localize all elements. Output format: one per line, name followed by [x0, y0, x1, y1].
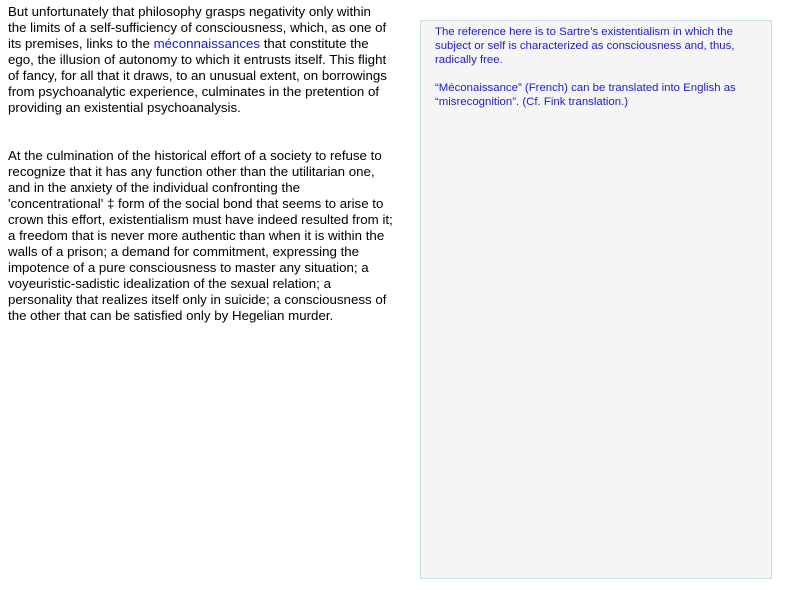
annotation-panel: [420, 20, 772, 579]
note-sartre: The reference here is to Sartre’s existentialism in which the subject or self is characterized as consciousness and, thus, radically free.: [435, 26, 735, 66]
meconnaissances-link[interactable]: méconnaissances: [153, 36, 261, 51]
paragraph-1: [8, 4, 393, 116]
note-meconaissance: “Méconaissance” (French) can be translated into English as “misrecognition”. (Cf. Fink translation.): [435, 82, 736, 108]
paragraph-2: At the culmination of the historical effort of a society to refuse to recognize that it has any function other than the utilitarian one, and in the anxiety of the individual confronting the 'concentrational' ‡ form of the social bond that seems to arise to crown this effort, existentialism must have indeed resulted from it; a freedom that is never more authentic than when it is within the walls of a prison; a demand for commitment, expressing the impotence of a pure consciousness to master any situation; a voyeuristic-sadistic idealization of the sexual relation; a personality that realizes itself only in suicide; a consciousness of the other that can be satisfied only by Hegelian murder.: [8, 148, 393, 323]
paragraph-1-after-link: that constitute the ego, the illusion of autonomy to which it entrusts itself. This flight of fancy, for all that it draws, to an unusual extent, on borrowings from psychoanalytic experience, culminates in the pretention of providing an existential psychoanalysis.: [8, 36, 387, 115]
main-text: [8, 4, 393, 324]
paragraph-1-before-link: But unfortunately that philosophy grasps negativity only within the limits of a self-sufficiency of consciousness, which, as one of its premises, links to the: [8, 4, 387, 51]
